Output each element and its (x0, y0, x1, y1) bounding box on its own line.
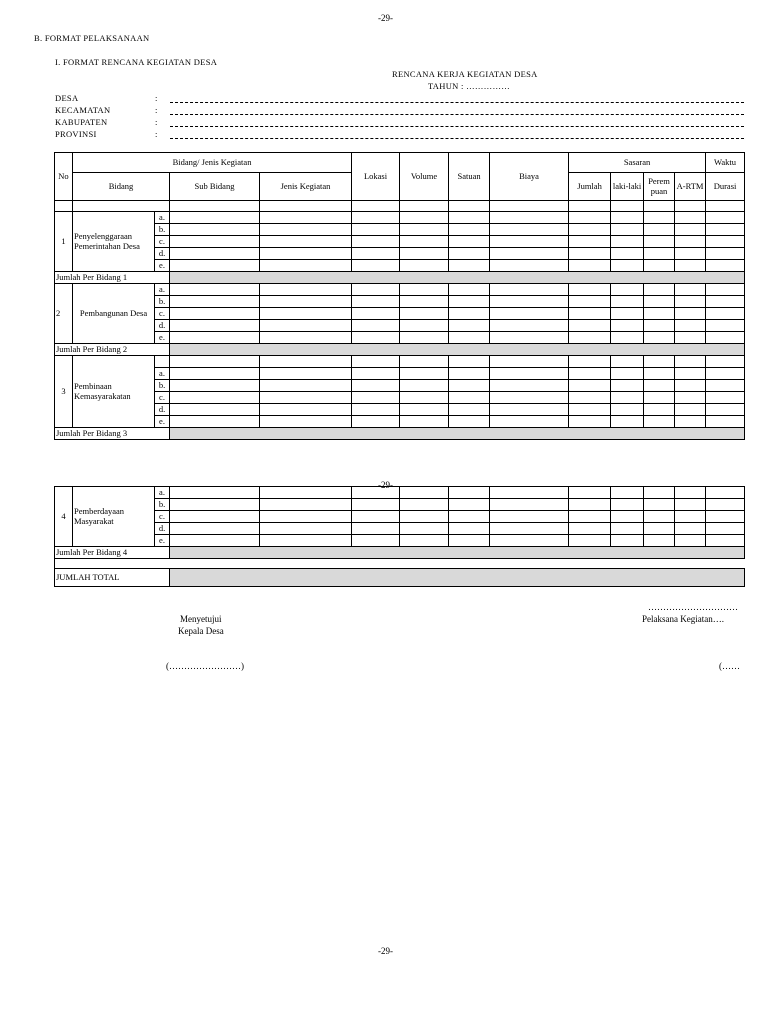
page-number-bottom: -29- (378, 946, 393, 956)
sub-letter: c. (155, 392, 170, 404)
table-row (55, 236, 745, 248)
header-sasaran: Sasaran (569, 153, 706, 173)
fill-line-kabupaten[interactable] (170, 126, 744, 127)
field-label-kecamatan: KECAMATAN (55, 105, 111, 115)
group-no: 3 (55, 356, 73, 428)
group-name: Pembangunan Desa (73, 284, 155, 344)
header-jumlah: Jumlah (569, 173, 611, 201)
sub-letter: c. (155, 511, 170, 523)
subtotal-label: Jumlah Per Bidang 1 (55, 272, 170, 284)
subtotal-row (55, 344, 745, 356)
table-row (55, 380, 745, 392)
header-bidang: Bidang (73, 173, 170, 201)
header-satuan: Satuan (449, 153, 490, 201)
group-no: 2 (55, 284, 73, 344)
page-number-top: -29- (378, 13, 393, 23)
fill-line-provinsi[interactable] (170, 138, 744, 139)
fill-line-desa[interactable] (170, 102, 744, 103)
sub-letter: e. (155, 535, 170, 547)
table-row (55, 212, 745, 224)
table-row (55, 523, 745, 535)
sub-letter: a. (155, 284, 170, 296)
group-no: 1 (55, 212, 73, 272)
total-label: JUMLAH TOTAL (55, 569, 170, 587)
header-jenis-kegiatan: Jenis Kegiatan (260, 173, 352, 201)
group-name: Pemberdayaan Masyarakat (73, 487, 155, 547)
table-row (55, 499, 745, 511)
sub-letter: a. (155, 487, 170, 499)
table-row (55, 404, 745, 416)
sub-letter: e. (155, 332, 170, 344)
field-label-desa: DESA (55, 93, 79, 103)
field-colon: : (155, 93, 158, 103)
sub-letter: e. (155, 260, 170, 272)
table-row (55, 356, 745, 368)
village-head-name: (……………………) (166, 661, 244, 671)
sub-letter: c. (155, 236, 170, 248)
doc-title: RENCANA KERJA KEGIATAN DESA (392, 69, 538, 79)
group-name: Pembinaan Kemasyarakatan (73, 356, 155, 428)
sub-letter: d. (155, 248, 170, 260)
table-row (55, 368, 745, 380)
approve-label: Menyetujui (180, 614, 222, 624)
subsection-heading: I. FORMAT RENCANA KEGIATAN DESA (55, 57, 218, 67)
subtotal-row (55, 428, 745, 440)
header-bidang-jenis: Bidang/ Jenis Kegiatan (73, 153, 352, 173)
activity-plan-table (54, 152, 745, 440)
header-biaya: Biaya (490, 153, 569, 201)
subtotal-label: Jumlah Per Bidang 2 (55, 344, 170, 356)
sub-letter: b. (155, 296, 170, 308)
subtotal-row (55, 547, 745, 559)
section-heading: B. FORMAT PELAKSANAAN (34, 33, 150, 43)
header-volume: Volume (400, 153, 449, 201)
sub-letter: d. (155, 523, 170, 535)
table-row (55, 320, 745, 332)
header-waktu: Waktu (706, 153, 745, 173)
subtotal-label: Jumlah Per Bidang 4 (55, 547, 170, 559)
header-no: No (55, 153, 73, 201)
table-row (55, 260, 745, 272)
header-lokasi: Lokasi (352, 153, 400, 201)
sub-letter: b. (155, 499, 170, 511)
page-number-mid: -29- (378, 480, 393, 490)
header-a-rtm: A-RTM (675, 173, 706, 201)
field-colon: : (155, 105, 158, 115)
header-perempuan: Perem puan (644, 173, 675, 201)
village-head-title: Kepala Desa (178, 626, 224, 636)
header-laki-laki: laki-laki (611, 173, 644, 201)
field-label-kabupaten: KABUPATEN (55, 117, 108, 127)
field-colon: : (155, 117, 158, 127)
table-row (55, 224, 745, 236)
header-sub-bidang: Sub Bidang (170, 173, 260, 201)
table-row (55, 487, 745, 499)
sub-letter: d. (155, 404, 170, 416)
table-row (55, 535, 745, 547)
table-row (55, 284, 745, 296)
sub-letter: b. (155, 224, 170, 236)
sub-letter: d. (155, 320, 170, 332)
fill-line-kecamatan[interactable] (170, 114, 744, 115)
table-row (55, 296, 745, 308)
field-label-provinsi: PROVINSI (55, 129, 97, 139)
sub-letter: e. (155, 416, 170, 428)
subtotal-label: Jumlah Per Bidang 3 (55, 428, 170, 440)
table-row (55, 392, 745, 404)
activity-plan-table-continued (54, 486, 745, 587)
group-no: 4 (55, 487, 73, 547)
spacer-row (55, 201, 745, 212)
doc-year: TAHUN : …………… (428, 81, 511, 91)
table-row (55, 332, 745, 344)
table-row (55, 248, 745, 260)
total-row (55, 569, 745, 587)
executor-title: Pelaksana Kegiatan…. (642, 614, 724, 624)
sub-letter: a. (155, 212, 170, 224)
table-row (55, 416, 745, 428)
field-colon: : (155, 129, 158, 139)
spacer-row (55, 559, 745, 569)
sub-letter: b. (155, 380, 170, 392)
sub-letter: c. (155, 308, 170, 320)
executor-name: (…… (719, 661, 740, 671)
sign-date: ………………………… (648, 602, 738, 612)
subtotal-row (55, 272, 745, 284)
header-durasi: Durasi (706, 173, 745, 201)
group-name: Penyelenggaraan Pemerintahan Desa (73, 212, 155, 272)
sub-letter: a. (155, 368, 170, 380)
table-row (55, 511, 745, 523)
table-row (55, 308, 745, 320)
